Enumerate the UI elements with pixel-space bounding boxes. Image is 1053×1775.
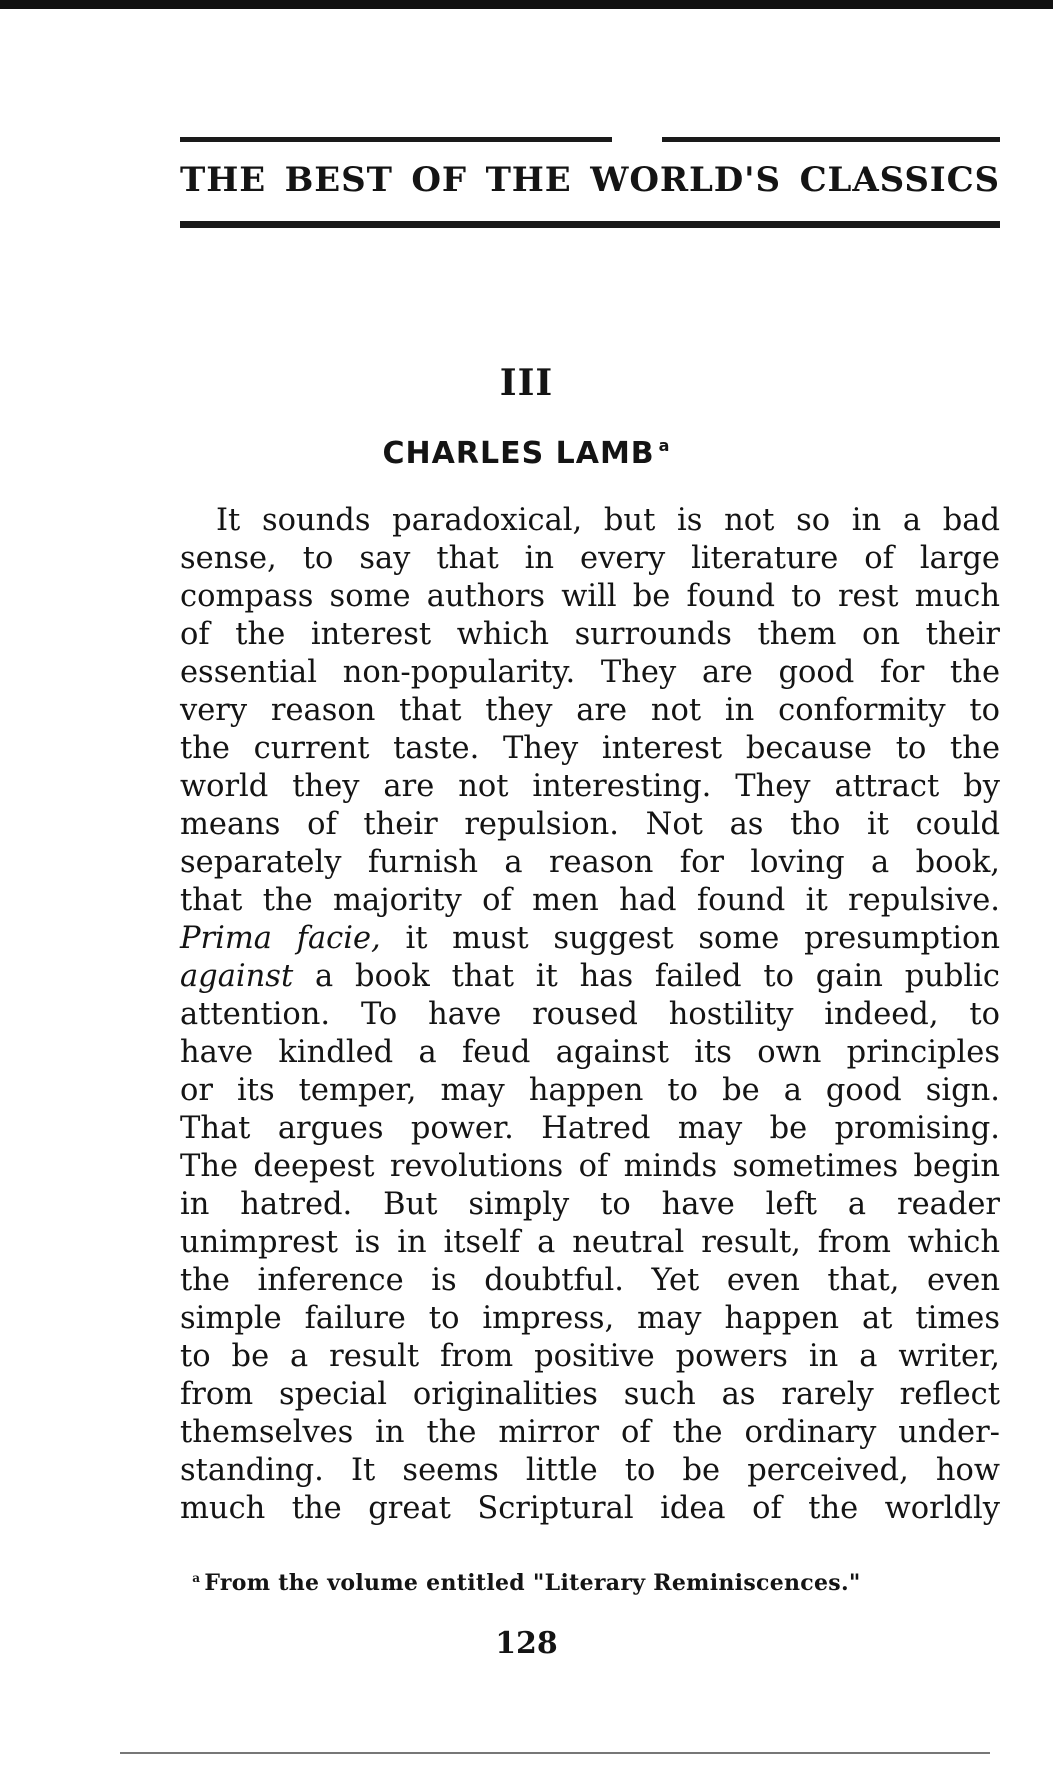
line-text: or its temper, may happen to be a good sign. <box>180 1073 1000 1108</box>
bottom-rule <box>120 1752 990 1754</box>
line-text: means of their repulsion. Not as tho it could <box>180 807 1000 842</box>
text-line <box>180 1224 1000 1262</box>
text-line <box>180 502 1000 540</box>
text-line <box>180 806 1000 844</box>
chapter-title-text: CHARLES LAMB <box>382 436 655 471</box>
text-line <box>180 1300 1000 1338</box>
text-line <box>180 1490 1000 1528</box>
text-line <box>180 844 1000 882</box>
running-head: THE BEST OF THE WORLD'S CLASSICS <box>180 160 1000 200</box>
line-text: world they are not interesting. They attract by <box>180 769 1000 804</box>
text-line <box>180 920 1000 958</box>
line-text: from special originalities such as rarely reflect <box>180 1377 1000 1412</box>
line-text: compass some authors will be found to rest much <box>180 579 1000 614</box>
text-line <box>180 882 1000 920</box>
text-line <box>180 730 1000 768</box>
footnote-reference: a <box>658 436 671 455</box>
line-text: That argues power. Hatred may be promising. <box>180 1111 1000 1146</box>
footnote-text: From the volume entitled "Literary Reminiscences." <box>204 1570 861 1596</box>
line-text: the inference is doubtful. Yet even that, even <box>180 1263 1000 1298</box>
footnote <box>0 1570 1053 1596</box>
line-text: attention. To have roused hostility indeed, to <box>180 997 1000 1032</box>
text-line <box>180 1072 1000 1110</box>
line-text: standing. It seems little to be perceived, how <box>180 1453 1000 1488</box>
page-number: 128 <box>495 1626 558 1661</box>
text-line <box>180 1186 1000 1224</box>
text-line <box>180 1110 1000 1148</box>
header-rule-bottom <box>180 221 1000 228</box>
text-line <box>180 616 1000 654</box>
text-line <box>180 578 1000 616</box>
line-text: have kindled a feud against its own principles <box>180 1035 1000 1070</box>
text-line <box>180 958 1000 996</box>
text-line <box>180 654 1000 692</box>
line-text: sense, to say that in every literature of large <box>180 541 1000 576</box>
line-text: simple failure to impress, may happen at times <box>180 1301 1000 1336</box>
text-line <box>180 1338 1000 1376</box>
chapter-number: III <box>499 362 554 404</box>
body-text <box>180 502 1000 1528</box>
line-text: themselves in the mirror of the ordinary under- <box>180 1415 1000 1450</box>
italic-phrase: Prima facie, <box>180 921 381 956</box>
text-line <box>180 1148 1000 1186</box>
line-text: The deepest revolutions of minds sometimes begin <box>180 1149 1000 1184</box>
text-line <box>180 540 1000 578</box>
text-line <box>180 1262 1000 1300</box>
line-text: essential non-popularity. They are good for the <box>180 655 1000 690</box>
line-text: that the majority of men had found it repulsive. <box>180 883 1000 918</box>
header-rule-gap <box>612 136 662 142</box>
text-line <box>180 1452 1000 1490</box>
line-text: a book that it has failed to gain public <box>293 959 1000 994</box>
line-text: separately furnish a reason for loving a book, <box>180 845 1000 880</box>
text-line <box>180 692 1000 730</box>
text-line <box>180 1376 1000 1414</box>
line-text: much the great Scriptural idea of the worldly <box>180 1491 1000 1526</box>
line-text: it must suggest some presumption <box>380 921 1000 956</box>
header-rule-top <box>180 137 1000 142</box>
line-text: to be a result from positive powers in a writer, <box>180 1339 1000 1374</box>
italic-phrase: against <box>180 959 294 994</box>
top-border <box>0 0 1053 9</box>
line-text: very reason that they are not in conformity to <box>180 693 1000 728</box>
line-text: It sounds paradoxical, but is not so in a bad <box>216 503 1000 538</box>
text-line <box>180 1414 1000 1452</box>
text-line <box>180 768 1000 806</box>
text-line <box>180 1034 1000 1072</box>
text-line <box>180 996 1000 1034</box>
line-text: in hatred. But simply to have left a reader <box>180 1187 1000 1222</box>
chapter-title <box>0 436 1053 471</box>
line-text: the current taste. They interest because to the <box>180 731 1000 766</box>
line-text: of the interest which surrounds them on their <box>180 617 1000 652</box>
line-text: unimprest is in itself a neutral result, from which <box>180 1225 1000 1260</box>
footnote-marker: a <box>192 1571 201 1585</box>
